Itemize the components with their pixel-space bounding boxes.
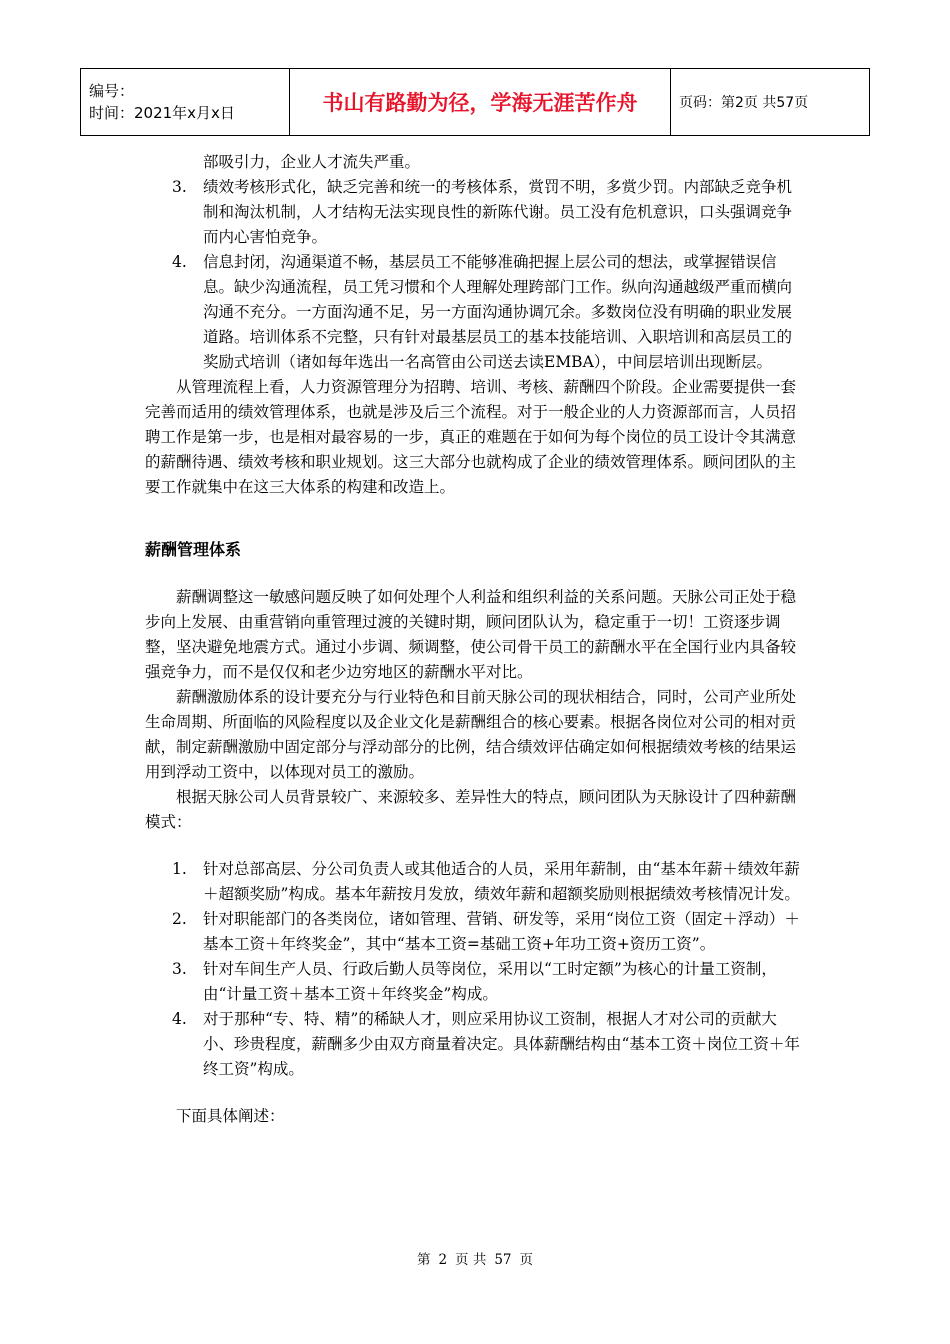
paragraph-salary-3: 根据天脉公司人员背景较广、来源较多、差异性大的特点，顾问团队为天脉设计了四种薪酬模式：	[145, 788, 797, 831]
list-item-text: 针对车间生产人员、行政后勤人员等岗位，采用以“工时定额”为核心的计量工资制，由“计量工资＋基本工资＋年终奖金”构成。	[203, 960, 777, 1003]
problem-list	[145, 175, 805, 375]
header-motto: 书山有路勤为径，学海无涯苦作舟	[290, 69, 671, 136]
list-item-number: 3.	[172, 960, 187, 978]
list-item-number: 4.	[172, 1010, 187, 1028]
footer-prefix: 第	[416, 1252, 431, 1268]
list-item	[145, 250, 805, 375]
list-item	[145, 907, 805, 957]
header-time-label: 时间：2021年x月x日	[89, 104, 235, 122]
header-page-info: 页码：第2页 共57页	[671, 69, 870, 136]
list-item-text: 绩效考核形式化，缺乏完善和统一的考核体系，赏罚不明，多赏少罚。内部缺乏竞争机制和淘汰机制，人才结构无法实现良性的新陈代谢。员工没有危机意识，口头强调竞争而内心害怕竞争。	[203, 178, 793, 246]
header-meta	[81, 69, 290, 136]
footer-suffix: 页	[519, 1252, 534, 1268]
footer-mid: 页 共	[455, 1252, 487, 1268]
document-body	[145, 150, 805, 1129]
continuation-text: 部吸引力，企业人才流失严重。	[203, 153, 421, 171]
list-item-text: 对于那种“专、特、精”的稀缺人才，则应采用协议工资制，根据人才对公司的贡献大小、珍贵程度，薪酬多少由双方商量着决定。具体薪酬结构由“基本工资＋岗位工资＋年终工资”构成。	[203, 1010, 800, 1078]
list-item-number: 1.	[172, 860, 187, 878]
list-item	[145, 175, 805, 250]
page-header	[80, 68, 870, 136]
list-item-number: 4.	[172, 253, 187, 271]
footer-page-number: 2	[438, 1252, 448, 1268]
list-item-text: 针对总部高层、分公司负责人或其他适合的人员，采用年薪制，由“基本年薪＋绩效年薪＋超额奖励”构成。基本年薪按月发放，绩效年薪和超额奖励则根据绩效考核情况计发。	[203, 860, 800, 903]
list-item	[145, 857, 805, 907]
list-item-text: 信息封闭，沟通渠道不畅，基层员工不能够准确把握上层公司的想法，或掌握错误信息。缺少沟通流程，员工凭习惯和个人理解处理跨部门工作。纵向沟通越级严重而横向沟通不充分。一方面沟通不足，另一方面沟通协调冗余。多数岗位没有明确的职业发展道路。培训体系不完整，只有针对最基层员工的基本技能培训、入职培训和高层员工的奖励式培训（诸如每年选出一名高管由公司送去读EMBA），中间层培训出现断层。	[203, 253, 793, 371]
paragraph-salary-1: 薪酬调整这一敏感问题反映了如何处理个人利益和组织利益的关系问题。天脉公司正处于稳步向上发展、由重营销向重管理过渡的关键时期，顾问团队认为，稳定重于一切！工资逐步调整，坚决避免地震方式。通过小步调、频调整，使公司骨干员工的薪酬水平在全国行业内具备较强竞争力，而不是仅仅和老少边穷地区的薪酬水平对比。	[145, 588, 797, 681]
footer-total-pages: 57	[494, 1252, 512, 1268]
list-item-number: 2.	[172, 910, 187, 928]
list-item-text: 针对职能部门的各类岗位，诸如管理、营销、研发等，采用“岗位工资（固定＋浮动）＋基本工资＋年终奖金”，其中“基本工资=基础工资+年功工资+资历工资”。	[203, 910, 800, 953]
header-number-label: 编号：	[89, 82, 135, 100]
list-item-number: 3.	[172, 178, 187, 196]
paragraph-salary-2: 薪酬激励体系的设计要充分与行业特色和目前天脉公司的现状相结合，同时，公司产业所处生命周期、所面临的风险程度以及企业文化是薪酬组合的核心要素。根据各岗位对公司的相对贡献，制定薪酬激励中固定部分与浮动部分的比例，结合绩效评估确定如何根据绩效考核的结果运用到浮动工资中，以体现对员工的激励。	[145, 688, 797, 781]
list-item	[145, 957, 805, 1007]
salary-mode-list	[145, 857, 805, 1082]
page-footer	[0, 1248, 950, 1268]
list-item	[145, 1007, 805, 1082]
paragraph-process: 从管理流程上看，人力资源管理分为招聘、培训、考核、薪酬四个阶段。企业需要提供一套完善而适用的绩效管理体系，也就是涉及后三个流程。对于一般企业的人力资源部而言，人员招聘工作是第一步，也是相对最容易的一步，真正的难题在于如何为每个岗位的员工设计令其满意的薪酬待遇、绩效考核和职业规划。这三大部分也就构成了企业的绩效管理体系。顾问团队的主要工作就集中在这三大体系的构建和改造上。	[145, 378, 797, 496]
paragraph-next: 下面具体阐述：	[176, 1107, 285, 1125]
section-title: 薪酬管理体系	[145, 540, 242, 559]
